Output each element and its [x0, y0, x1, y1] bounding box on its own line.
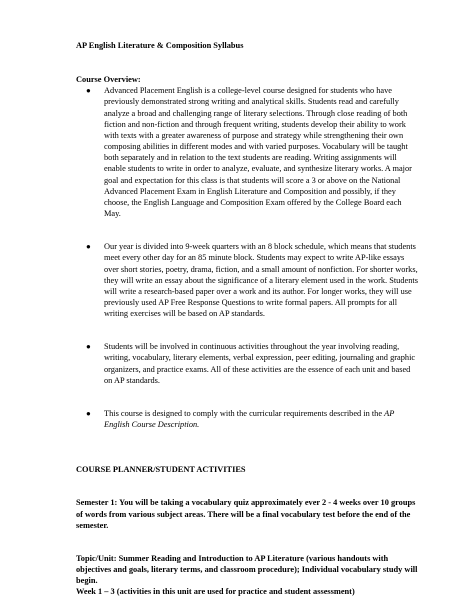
course-description-title: AP English Course Description.: [104, 408, 395, 430]
bullet-text-plain: This course is designed to comply with the curricular requirements described in the: [104, 408, 385, 418]
syllabus-page: [76, 40, 420, 597]
spacer: [76, 51, 420, 74]
list-item: [76, 85, 420, 219]
course-planner-heading: COURSE PLANNER/STUDENT ACTIVITIES: [76, 465, 246, 475]
spacer: [76, 386, 420, 408]
bullet-icon: ●: [86, 342, 91, 352]
week-paragraph: Week 1 – 3 (activities in this unit are used for practice and student assessment): [76, 587, 355, 597]
list-item: [76, 241, 420, 319]
spacer: [76, 219, 420, 241]
topic-unit-paragraph: Topic/Unit: Summer Reading and Introduction to AP Literature (various handouts with objectives and goals, literary terms, and classroom procedure); Individual vocabulary study will begin.: [76, 553, 418, 586]
bullet-text: Advanced Placement English is a college-level course designed for students who have previously demonstrated strong writing and analytical skills. Students read and carefully analyze a broad and challenging range of literary selections. Through close reading of both fiction and non-fiction and through frequent writing, students develop their ability to work with texts with a greater awareness of purpose and strategy while strengthening their own composing abilities in different modes and with varied purposes. Vocabulary will be taught both separately and in relation to the text students are reading. Writing assignments will enable students to write in order to analyze, evaluate, and synthesize literary works. A major goal and expectation for this class is that students will score a 3 or above on the National Advanced Placement Exam in English Literature and Composition and possibly, if they choose, the English Language and Composition Exam offered by the College Board each May.: [104, 86, 412, 219]
list-item: [76, 341, 420, 386]
spacer: [76, 531, 420, 553]
course-overview-heading: Course Overview:: [76, 75, 141, 85]
bullet-text: Our year is divided into 9-week quarters with an 8 block schedule, which means that students meet every other day for an 85 minute block. Students may expect to write AP-like essays over short stories, poetry, drama, fiction, and a small amount of nonfiction. For shorter works, they will write an essay about the significance of a literary element used in the work. Students will write a research-based paper over a work and its author. For longer works, they will use previously used AP Free Response Questions to write formal papers. All prompts for all writing exercises will be based on AP standards.: [104, 242, 418, 319]
bullet-text: Students will be involved in continuous activities throughout the year involving reading, writing, vocabulary, literary elements, verbal expression, peer editing, journaling and graphic organizers, and practice exams. All of these activities are the essence of each unit and based on AP standards.: [104, 342, 416, 385]
bullet-icon: ●: [86, 242, 91, 252]
bullet-icon: ●: [86, 86, 91, 96]
spacer: [76, 475, 420, 497]
semester-paragraph: Semester 1: You will be taking a vocabulary quiz approximately ever 2 - 4 weeks over 10 groups of words from various subject areas. There will be a final vocabulary test before the end of the semester.: [76, 498, 416, 530]
bullet-icon: ●: [86, 408, 91, 418]
list-item: [76, 408, 420, 430]
document-title: AP English Literature & Composition Syllabus: [76, 41, 244, 50]
course-overview-list: [76, 85, 420, 430]
spacer: [76, 319, 420, 341]
spacer: [76, 430, 420, 464]
bullet-text: [104, 408, 420, 430]
